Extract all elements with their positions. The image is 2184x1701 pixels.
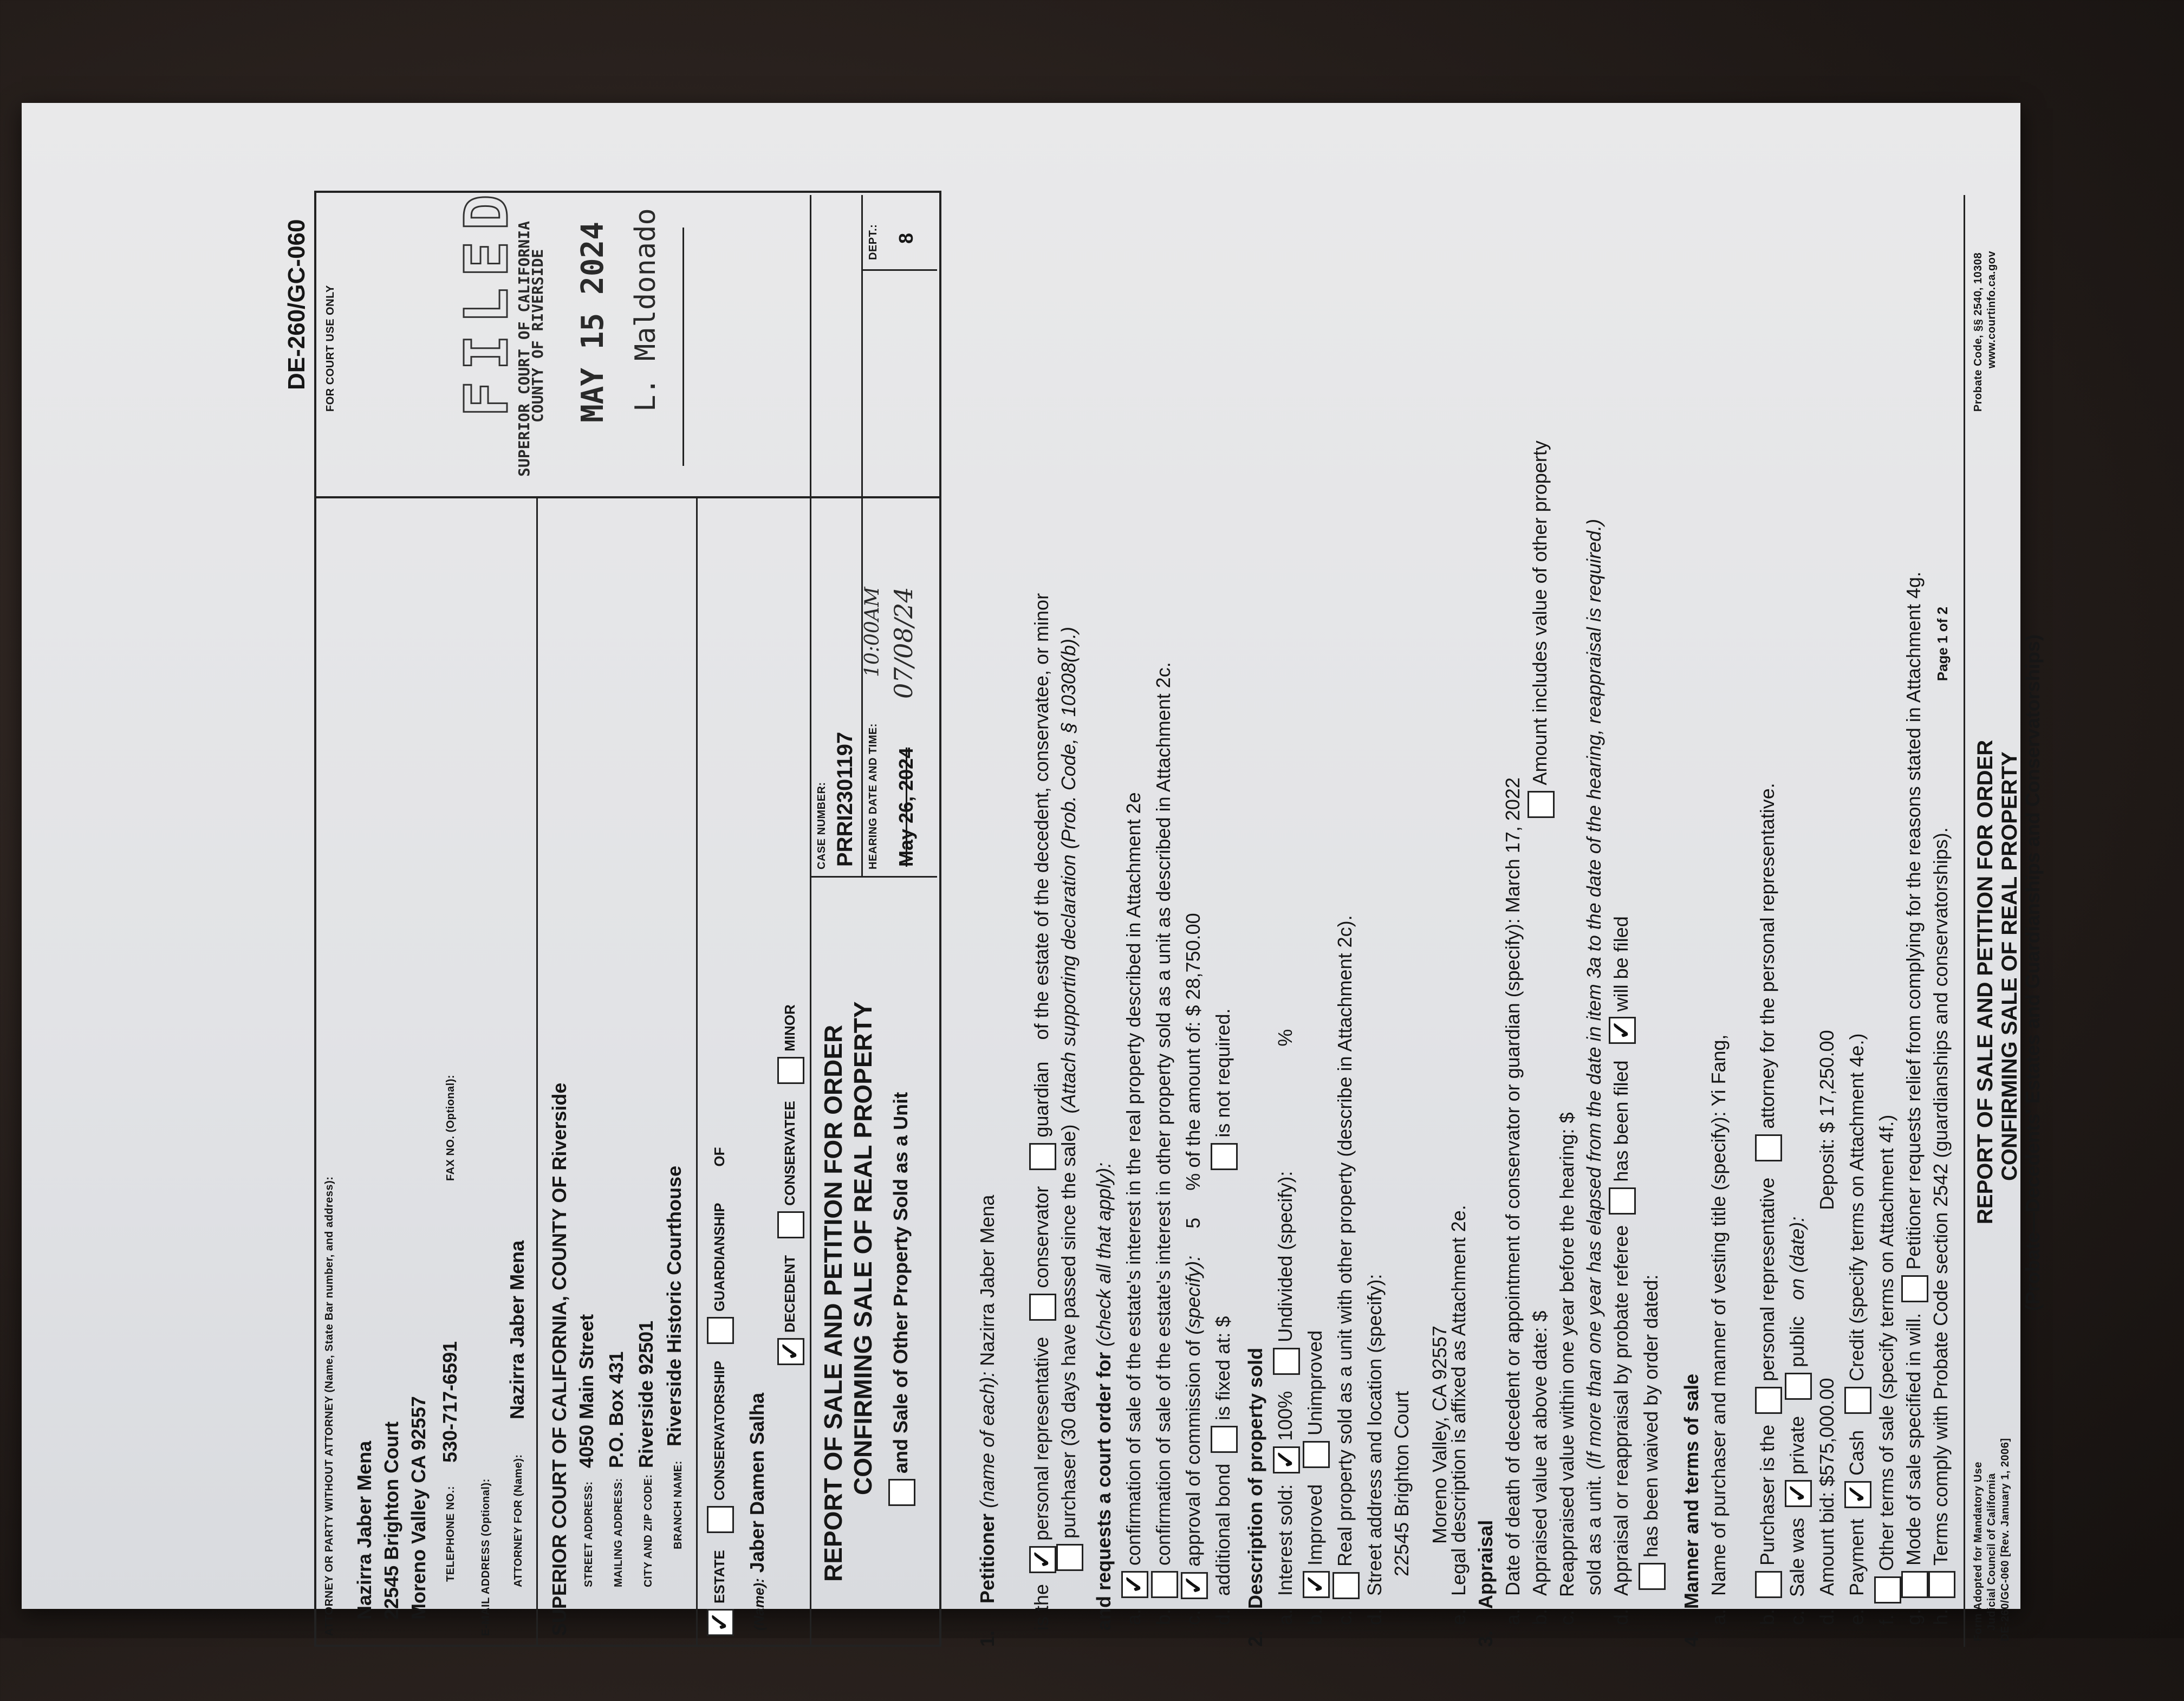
- footer-title-3: (Probate—Decedents' Estates and Guardianships and Conservatorships): [2021, 634, 2044, 1311]
- s4-heading: 4.Manner and terms of sale: [1680, 1373, 1702, 1647]
- purchaser-checkbox[interactable]: [1056, 1544, 1083, 1571]
- s4b: b. Purchaser is the personal representative attorney for the personal representative.: [1755, 783, 1782, 1625]
- commission-pct: 5: [1182, 1217, 1204, 1229]
- stamp-court: SUPERIOR COURT OF CALIFORNIA: [515, 220, 533, 477]
- s3b: b. Appraised value at above date: $ Amount includes value of other property: [1528, 440, 1555, 1625]
- credit-checkbox[interactable]: [1844, 1387, 1871, 1414]
- telephone-label: TELEPHONE NO.:: [445, 1485, 457, 1582]
- divider: [696, 498, 698, 1647]
- s3-heading: 3.Appraisal: [1474, 1520, 1497, 1647]
- case-number: PRRI2301197: [833, 731, 857, 867]
- s2b: b. ✓Improved Unimproved: [1303, 1330, 1330, 1625]
- s2d-street: 22545 Brighton Court: [1390, 1391, 1413, 1576]
- purchaser-name: Yi Fang,: [1707, 1034, 1730, 1107]
- page-number: Page 1 of 2: [1934, 606, 1951, 681]
- party-name-row: (Name): Jaber Damen Salha: [746, 1393, 768, 1631]
- s3d-waived: has been waived by order dated:: [1639, 1275, 1666, 1595]
- petitioner-name: Nazirra Jaber Mena: [976, 1194, 998, 1366]
- court-mailing: P.O. Box 431: [605, 1351, 627, 1468]
- branch-label: BRANCH NAME:: [672, 1460, 684, 1549]
- divider: [810, 195, 811, 1647]
- court-use-label: FOR COURT USE ONLY: [324, 285, 336, 412]
- county: Riverside: [548, 1082, 570, 1171]
- relief-checkbox[interactable]: [1901, 1275, 1928, 1302]
- terms-comply-checkbox[interactable]: [1928, 1571, 1955, 1598]
- form-title-line1: REPORT OF SALE AND PETITION FOR ORDER: [819, 1024, 847, 1582]
- attorney-for-label: ATTORNEY FOR (Name):: [512, 1454, 524, 1587]
- s1-requests: and requests a court order for (check all that apply):: [1093, 1162, 1115, 1631]
- s4a: a. Name of purchaser and manner of vesting title (specify): Yi Fang,: [1707, 1034, 1730, 1625]
- interest-100-checkbox[interactable]: [1273, 1446, 1300, 1473]
- s4e: e. Payment ✓Cash Credit (specify terms on Attachment 4e.): [1844, 1034, 1871, 1625]
- date-of-death: March 17, 2022: [1502, 777, 1524, 913]
- appraisal-will-checkbox[interactable]: [1609, 1017, 1636, 1044]
- purchaser-rep-checkbox[interactable]: [1755, 1387, 1782, 1414]
- appraisal-waived-checkbox[interactable]: [1639, 1563, 1666, 1590]
- s1b-checkbox[interactable]: [1151, 1571, 1178, 1598]
- s2d-city: Moreno Valley, CA 92557: [1428, 1326, 1451, 1544]
- attorney-city: Moreno Valley CA 92557: [407, 1396, 430, 1620]
- dept-label: DEPT.:: [867, 224, 879, 260]
- form-id: DE-260/GC-060: [283, 219, 310, 390]
- improved-checkbox[interactable]: [1303, 1571, 1330, 1598]
- s4d: d. Amount bid: $575,000.00 Deposit: $ 17,250.00: [1816, 1030, 1838, 1625]
- s1a-checkbox[interactable]: [1121, 1571, 1148, 1598]
- s2c-checkbox[interactable]: [1332, 1572, 1360, 1599]
- fax-label: FAX NO. (Optional):: [445, 1074, 457, 1181]
- minor-checkbox[interactable]: [777, 1057, 804, 1084]
- s4f: f. Other terms of sale (specify terms on Attachment 4f.): [1874, 1115, 1901, 1625]
- private-sale-checkbox[interactable]: [1785, 1480, 1812, 1507]
- attorney-for: Nazirra Jaber Mena: [506, 1240, 528, 1419]
- hearing-time: 10:00AM: [861, 587, 883, 677]
- stamp-date: MAY 15 2024: [575, 222, 610, 423]
- appraisal-filed-checkbox[interactable]: [1609, 1187, 1636, 1215]
- form-title-line2: CONFIRMING SALE OF REAL PROPERTY: [849, 1001, 877, 1495]
- attorney-street: 22545 Brighton Court: [380, 1421, 402, 1620]
- s1d: d. additional bond is fixed at: $ is not required.: [1211, 1008, 1238, 1625]
- divider: [861, 195, 863, 878]
- undivided-checkbox[interactable]: [1273, 1348, 1300, 1375]
- public-sale-checkbox[interactable]: [1785, 1373, 1812, 1400]
- conservatee-checkbox[interactable]: [777, 1211, 804, 1238]
- court-title: SUPERIOR COURT OF CALIFORNIA, COUNTY OF Riverside: [548, 1082, 570, 1636]
- s1-heading: 1. Petitioner (name of each): Nazirra Jaber Mena: [976, 1194, 998, 1647]
- case-type-row: ✓ESTATE CONSERVATORSHIP GUARDIANSHIP OF: [707, 1147, 734, 1641]
- decedent-checkbox[interactable]: [777, 1338, 804, 1365]
- s4c: c. Sale was ✓private public on (date):: [1785, 1217, 1812, 1625]
- footer-title-1: REPORT OF SALE AND PETITION FOR ORDER: [1973, 739, 1997, 1224]
- other-property-checkbox[interactable]: [888, 1479, 915, 1506]
- paper-sheet: [22, 103, 2044, 1647]
- amount-bid: 575,000.00: [1816, 1378, 1838, 1476]
- unimproved-checkbox[interactable]: [1303, 1441, 1330, 1468]
- s1b: b. confirmation of sale of the estate's interest in other property sold as a unit as described in Attachment 2c.: [1151, 662, 1178, 1625]
- case-number-label: CASE NUMBER:: [816, 782, 828, 869]
- stamp-clerk: L. Maldonado: [629, 208, 662, 412]
- divider: [810, 876, 937, 878]
- form-title-line3: and Sale of Other Property Sold as a Unit: [888, 1092, 915, 1511]
- s3c-line2: sold as a unit. (If more than one year has elapsed from the date in item 3a to the date of the hearing, reappraisal is required.): [1583, 518, 1605, 1595]
- other-terms-checkbox[interactable]: [1874, 1576, 1901, 1603]
- s4g: g. Mode of sale specified in will. Petitioner requests relief from complying for the reasons stated in Attachment 4g.: [1901, 572, 1928, 1625]
- hearing-label: HEARING DATE AND TIME:: [867, 723, 879, 869]
- s2d: d. Street address and location (specify):: [1363, 1274, 1386, 1625]
- purchaser-atty-checkbox[interactable]: [1755, 1134, 1782, 1161]
- footer-right-1: Probate Code, §§ 2540, 10308: [1972, 252, 1984, 412]
- court-city: Riverside 92501: [635, 1320, 657, 1468]
- city-label: CITY AND ZIP CODE:: [642, 1474, 654, 1587]
- mailing-label: MAILING ADDRESS:: [613, 1478, 625, 1587]
- hearing-old-date: May 26, 2024: [895, 747, 917, 867]
- deposit-amount: 17,250.00: [1816, 1030, 1838, 1117]
- footer-title-2: CONFIRMING SALE OF REAL PROPERTY: [1998, 751, 2021, 1181]
- party-type-row: ✓DECEDENT CONSERVATEE MINOR: [777, 1004, 804, 1371]
- s2-heading: 2.Description of property sold: [1244, 1347, 1266, 1647]
- conservatorship-checkbox[interactable]: [707, 1506, 734, 1533]
- court-form: [195, 183, 2080, 1701]
- header-right-box: [314, 191, 941, 498]
- cash-checkbox[interactable]: [1844, 1481, 1871, 1508]
- s1-purchaser: purchaser (30 days have passed since the sale) (Attach supporting declaration (Prob. Code, § 10308(b).): [1056, 627, 1083, 1576]
- estate-checkbox[interactable]: [707, 1609, 734, 1636]
- s2e: e. Legal description is affixed as Attachment 2e.: [1447, 1205, 1470, 1625]
- s3a: a. Date of death of decedent or appointment of conservator or guardian (specify): March 17, 2022: [1502, 777, 1524, 1625]
- s3c: c. Reappraised value within one year before the hearing: $: [1556, 1112, 1578, 1625]
- s2c: c. Real property sold as a unit with other property (describe in Attachment 2c).: [1332, 915, 1360, 1625]
- personal-rep-checkbox[interactable]: [1029, 1546, 1056, 1573]
- divider: [861, 269, 937, 271]
- s1-is-the: is the ✓personal representative conservator guardian of the estate of the decedent, conservatee, or minor: [1029, 593, 1056, 1631]
- stamp-county: COUNTY OF RIVERSIDE: [529, 249, 547, 423]
- court-street: 4050 Main Street: [575, 1314, 597, 1468]
- s2a: a. Interest sold: ✓100% Undivided (specify): %: [1273, 1029, 1300, 1625]
- bond-not-required-checkbox[interactable]: [1211, 1143, 1238, 1170]
- dept: 8: [895, 232, 917, 244]
- party-name: Jaber Damen Salha: [746, 1393, 768, 1573]
- footer-left-2: Judicial Council of California: [1986, 1473, 1998, 1631]
- stamp-signature-line: [682, 228, 684, 466]
- footer-left-3: DE-260/GC-060 [Rev. January 1, 2006]: [1999, 1438, 2011, 1641]
- street-label: STREET ADDRESS:: [583, 1481, 595, 1587]
- footer-left-1: Form Adopted for Mandatory Use: [1972, 1461, 1984, 1641]
- attorney-label: ATTORNEY OR PARTY WITHOUT ATTORNEY (Name, State Bar number, and address):: [323, 1176, 335, 1636]
- guardian-checkbox[interactable]: [1029, 1143, 1056, 1170]
- s1c-checkbox[interactable]: [1181, 1572, 1208, 1599]
- hearing-new-date: 07/08/24: [889, 587, 918, 699]
- mode-will-checkbox[interactable]: [1901, 1571, 1928, 1598]
- footer-right-2: www.courtinfo.ca.gov: [1986, 250, 1998, 368]
- s3d: d. Appraisal or reappraisal by probate referee has been filed ✓will be filed: [1609, 916, 1636, 1625]
- court-branch: Riverside Historic Courthouse: [663, 1165, 685, 1446]
- attorney-name: Nazirra Jaber Mena: [353, 1440, 375, 1620]
- conservator-checkbox[interactable]: [1029, 1294, 1056, 1321]
- guardianship-checkbox[interactable]: [707, 1317, 734, 1344]
- purchaser-is-checkbox[interactable]: [1755, 1571, 1782, 1598]
- filed-stamp: FILED: [452, 183, 521, 417]
- telephone: 530-717-6591: [439, 1341, 461, 1463]
- email-label: E-MAIL ADDRESS (Optional):: [480, 1478, 492, 1636]
- s1a: a. ✓confirmation of sale of the estate's interest in the real property described in Attachment 2e: [1121, 792, 1148, 1625]
- bond-fixed-checkbox[interactable]: [1211, 1426, 1238, 1453]
- s4h: h. Terms comply with Probate Code section 2542 (guardianships and conservatorships). Page 1 of 2: [1928, 607, 1955, 1625]
- includes-other-checkbox[interactable]: [1528, 791, 1555, 818]
- footer-divider: [1964, 195, 1965, 1647]
- s1c: c. ✓approval of commission of (specify): 5 % of the amount of: $ 28,750.00: [1181, 913, 1208, 1625]
- divider: [536, 498, 538, 1647]
- commission-amount: 28,750.00: [1182, 913, 1204, 1000]
